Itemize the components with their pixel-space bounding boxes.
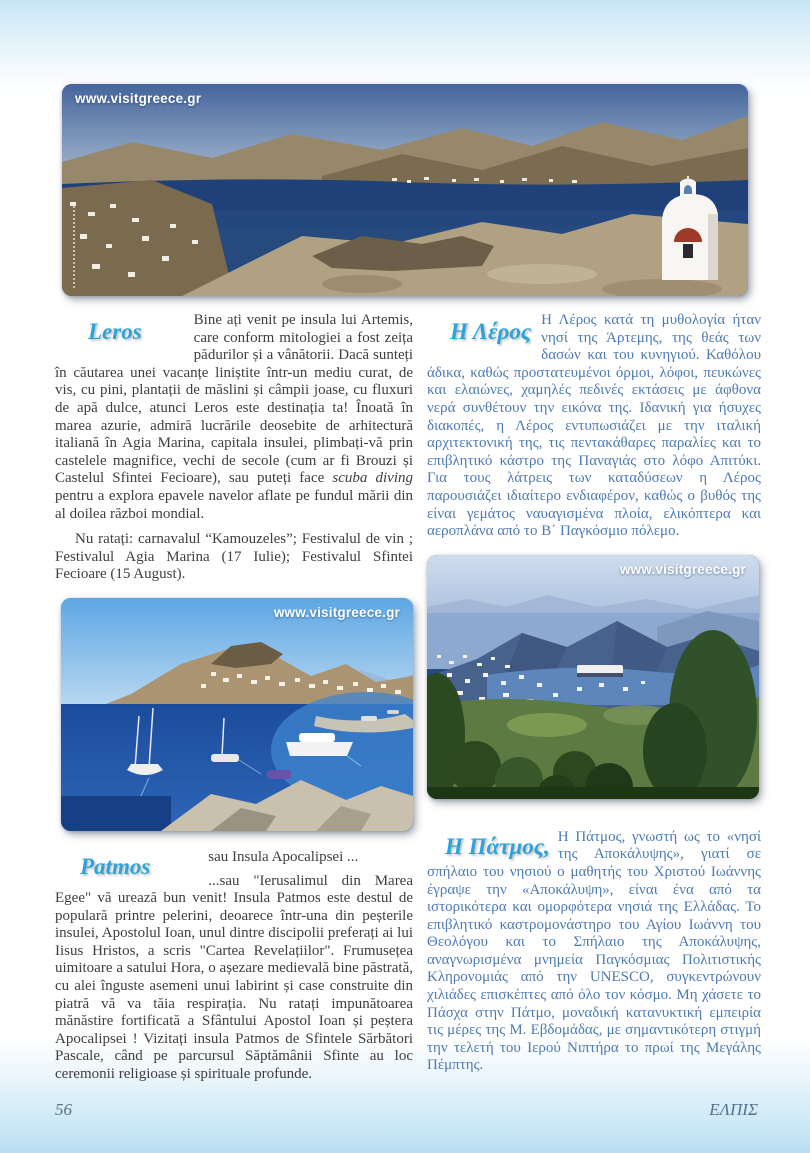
journal-title: ΕΛΠΙΣ [709,1100,758,1119]
visitgreece-watermark: www.visitgreece.gr [273,604,400,620]
page-number: 56 [55,1100,72,1119]
column-greek [427,312,761,1084]
leros-ro-paragraph-2: Nu ratați: carnavalul “Kamouzeles”; Festivalul de vin ; Festivalul Agia Marina (17 Iulie); Festivalul Sfintei Fecioare (15 August). [55,531,413,583]
patmos-view-illustration [427,555,759,799]
patmos-greek-heading: Η Πάτμος, [445,833,550,859]
leros-heading: Leros [88,319,142,344]
article-leros-romanian [55,312,413,584]
leros-panorama-illustration [62,84,748,296]
patmos-el-paragraph: Η Πάτμος, γνωστή ως το «νησί της Αποκάλυψης», γιατί σε σπήλαιο του νησιού ο μαθητής του Χριστού Ιωάννης έγραψε την «Αποκάλυψη», είναι ένα από τα ιστορικότερα και ομορφότερα νησιά της Ελλάδας. Το επιβλητικό καστρομονάστηρο του Αγίου Ιωάννη του Θεολόγου και το Σπήλαιο της Αποκάλυψης, αναγνωρισμένα μνημεία Παγκόσμιας Πολιτιστικής Κληρονομιάς από την UNESCO, συγκεντρώνουν χιλιάδες επισκέπτες από όλο τον κόσμο. Μη χάσετε το Πάσχα στην Πάτμο, μοναδική κατανυκτική εμπειρία τις μέρες της Μ. Εβδομάδας, με σημαντικότερη στιγμή την τελετή του Ιερού Νιπτήρα το πρωί της Μεγάλης Πέμπτης. [427,828,761,1074]
article-patmos-greek [427,829,761,1075]
leros-el-paragraph: Η Λέρος κατά τη μυθολογία ήταν νησί της Άρτεμης, της θεάς των δασών και του κυνηγιού. Καθόλου άδικα, καθώς προστατευμένοι όρμοι, λόφοι, πευκώνες και ελαιώνες, χαμηλές πεδινές εκτάσεις με άφθονα νερά συνθέτουν την εικόνα της. Ιδανική για ήσυχες διακοπές, η Λέρος εντυπωσιάζει με την ιταλική αρχιτεκτονική της, τις πεντακάθαρες παραλίες και το επιβλητικό κάστρο της Παναγιάς στο λόφο Απιτύκι. Για τους λάτρεις των καταδύσεων η Λέρος παρουσιάζει ιδιαίτερο ενδιαφέρον, καθώς ο βυθός της είναι γεμάτος ναυαγισμένα πλοία, ελικόπτερα και αεροπλάνα από το Β΄ Παγκόσμιο πόλεμο. [427,312,761,540]
lindos-bay-illustration [61,598,413,831]
patmos-view-photo [427,555,759,799]
leros-panorama-photo [62,84,748,296]
visitgreece-watermark: www.visitgreece.gr [619,561,746,577]
leros-ro-text-b: pentru a explora epavele navelor aflate pe fundul mării din al doilea război mondial. [55,487,413,522]
photo-credit-vertical [73,202,78,288]
leros-greek-heading: Η Λέρος [450,319,532,344]
page-footer [55,1100,758,1120]
article-patmos-romanian [55,849,413,1084]
patmos-ro-paragraph: ...sau "Ierusalimul din Marea Egee" vă urează bun venit! Insula Patmos este destul de populară printre pelerini, deoarece într-una din peșterile insulei, Apostolul Ioan, unul dintre discipolii preferați ai lui Iisus Hristos, a scris "Cartea Revelațiilor". Frumusețea uimitoare a satului Hora, o așezare medievală bine păstrată, cu alei înguste asemeni unui labirint și case construite din piatră vă va tăia respirația. Nu ratați impunătoarea mănăstire fortificată a Sfântului Apostol Ioan și peștera Apocalipsei ! Vizitați insula Patmos de Sfintele Sărbători Pascale, când pe parcursul Săptămânii Sfinte au loc ceremonii religioase și spirituale profunde. [55,872,413,1083]
article-leros-greek [427,312,761,541]
patmos-ro-subtitle: sau Insula Apocalipsei ... [208,848,359,865]
two-column-layout [55,312,761,1084]
leros-ro-text-italic: scuba diving [332,470,413,487]
lindos-bay-photo [61,598,413,831]
patmos-heading: Patmos [80,853,151,879]
column-romanian [55,312,413,1084]
leros-ro-text-a: Bine ați venit pe insula lui Artemis, care conform mitologiei a fost zeița pădurilor și a vânătorii. Dacă sunteți în căutarea unei vacanțe liniștite într-un mediu curat, de vis, cu pini, plantații de măslini și câmpii joase, cu fluxuri de apă dulce, atunci Leros este destinația ta! Înoată în marea azurie, admiră lucrările deosebite de arhitectură italiană în Agia Marina, capitala insulei, plimbați-vă prin castelele magnifice, vechi de secole (cum ar fi Brouzi și Castelul Sfintei Fecioare), sau puteți face [55,312,413,487]
visitgreece-watermark: www.visitgreece.gr [75,91,202,106]
